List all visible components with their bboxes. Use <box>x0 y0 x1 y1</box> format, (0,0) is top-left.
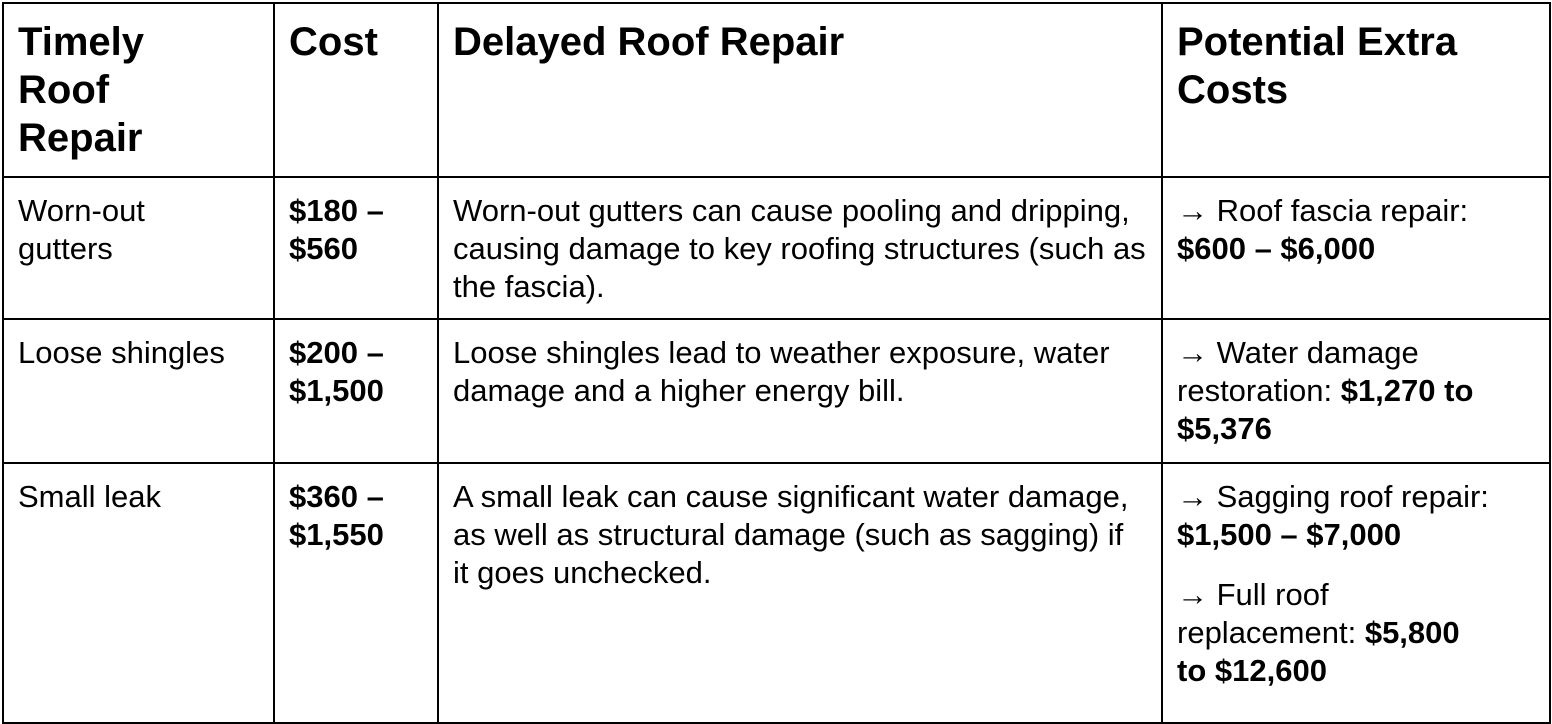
repair-cell: Worn-out gutters <box>3 177 274 319</box>
cost-cell: $200 – $1,500 <box>274 319 438 463</box>
extra-cost-label: → Sagging roof repair: <box>1177 479 1489 514</box>
extra-cost-amount: $1,500 – $7,000 <box>1177 517 1402 552</box>
cost-cell: $180 – $560 <box>274 177 438 319</box>
cost-cell: $360 – $1,550 <box>274 463 438 723</box>
extra-cost-label: → Full roof replacement: <box>1177 577 1365 650</box>
extra-cost-cell <box>1162 463 1550 723</box>
repair-cell: Small leak <box>3 463 274 723</box>
extra-cost-label: → Roof fascia repair: <box>1177 193 1469 228</box>
delay-cell: Loose shingles lead to weather exposure, water damage and a higher energy bill. <box>438 319 1162 463</box>
extra-cost-amount: $1,270 to $5,376 <box>1177 373 1474 446</box>
header-delayed-roof-repair: Delayed Roof Repair <box>438 3 1162 177</box>
extra-cost-amount: $600 – $6,000 <box>1177 231 1376 266</box>
extra-cost-label: → Water damage restoration: <box>1177 335 1419 408</box>
extra-cost-amount: $5,800 to $12,600 <box>1177 615 1460 688</box>
delay-cell: Worn-out gutters can cause pooling and dripping, causing damage to key roofing structures (such as the fascia). <box>438 177 1162 319</box>
header-timely-roof-repair: Timely Roof Repair <box>3 3 274 177</box>
table-row <box>3 319 1550 463</box>
extra-cost-item-2 <box>1177 576 1519 690</box>
table-row <box>3 463 1550 723</box>
extra-cost-cell <box>1162 177 1550 319</box>
delay-cell: A small leak can cause significant water damage, as well as structural damage (such as sagging) if it goes unchecked. <box>438 463 1162 723</box>
repair-cost-table <box>2 2 1551 724</box>
repair-cell: Loose shingles <box>3 319 274 463</box>
table-row <box>3 177 1550 319</box>
header-potential-extra-costs: Potential Extra Costs <box>1162 3 1550 177</box>
table-header-row <box>3 3 1550 177</box>
extra-cost-cell <box>1162 319 1550 463</box>
header-cost: Cost <box>274 3 438 177</box>
